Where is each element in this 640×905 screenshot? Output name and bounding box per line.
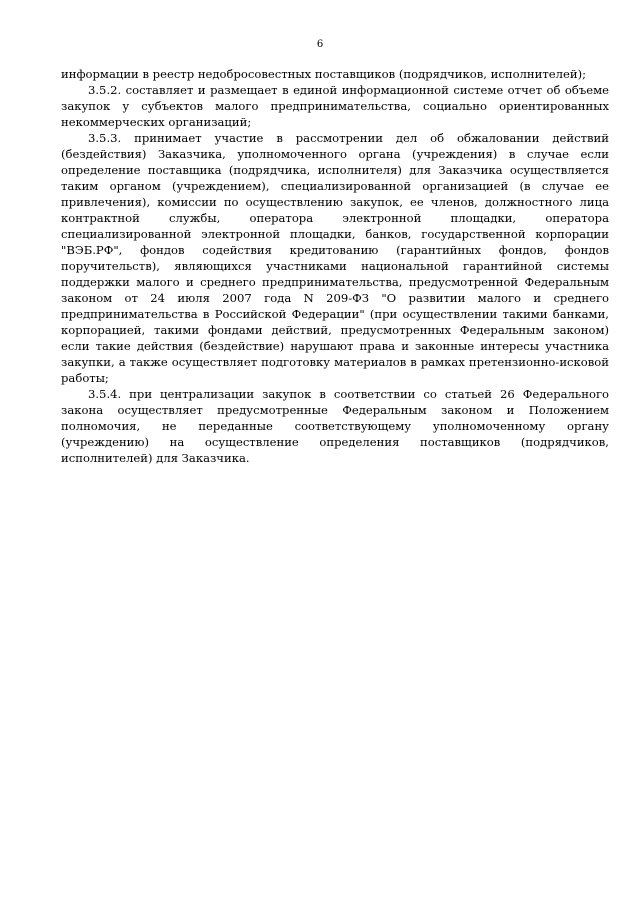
- document-body: [61, 66, 609, 466]
- paragraph-continuation: информации в реестр недобросовестных поставщиков (подрядчиков, исполнителей);: [61, 67, 587, 81]
- paragraph-3-5-4: 3.5.4. при централизации закупок в соответствии со статьей 26 Федерального закона осуществляет предусмотренные Федеральным законом и Положением полномочия, не переданные соответствующему уполномоченному органу (учреждению) на осуществление определения поставщиков (подрядчиков, исполнителей) для Заказчика.: [61, 387, 609, 465]
- page-number: 6: [316, 39, 324, 50]
- paragraph-3-5-3: 3.5.3. принимает участие в рассмотрении дел об обжаловании действий (бездействия) Заказчика, уполномоченного органа (учреждения) в случае если определение поставщика (подрядчика, исполнителя) для Заказчика осуществляется таким органом (учреждением), специализированной организацией (в случае ее привлечения), комиссии по осуществлению закупок, ее членов, должностного лица контрактной службы, оператора электронной площадки, оператора специализированной электронной площадки, банков, государственной корпорации "ВЭБ.РФ", фондов содействия кредитованию (гарантийных фондов, фондов поручительств), являющихся участниками национальной гарантийной системы поддержки малого и среднего предпринимательства, предусмотренной Федеральным законом от 24 июля 2007 года N 209-ФЗ "О развитии малого и среднего предпринимательства в Российской Федерации" (при осуществлении такими банками, корпорацией, такими фондами действий, предусмотренных Федеральным законом) если такие действия (бездействие) нарушают права и законные интересы участника закупки, а также осуществляет подготовку материалов в рамках претензионно-исковой работы;: [61, 131, 609, 385]
- paragraph-3-5-2: 3.5.2. составляет и размещает в единой информационной системе отчет об объеме закупок у субъектов малого предпринимательства, социально ориентированных некоммерческих организаций;: [61, 83, 609, 129]
